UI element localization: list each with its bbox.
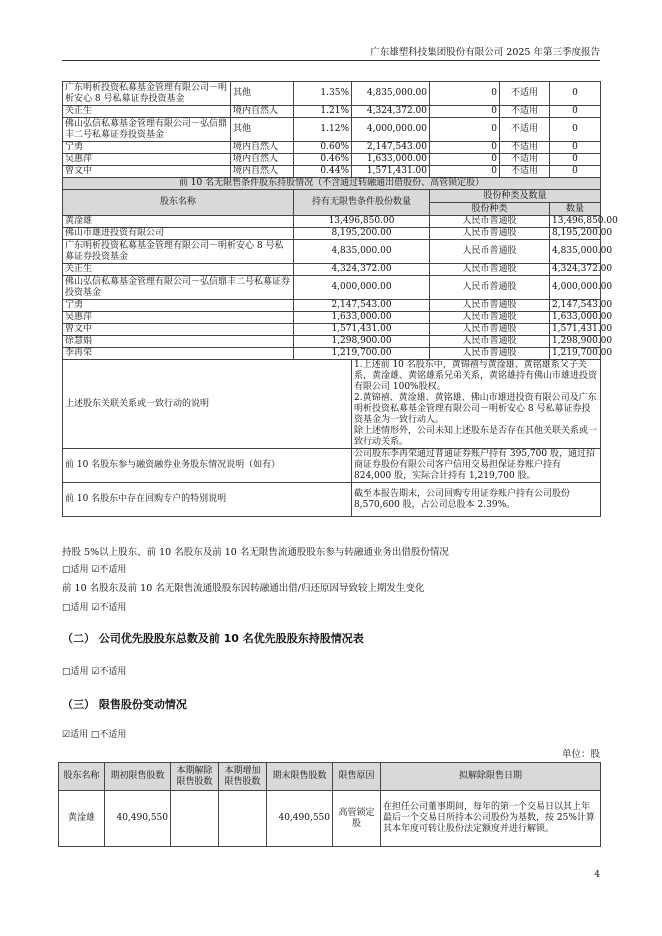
share-count: 1,571,431.00 <box>352 166 430 178</box>
unrestricted-share-count: 4,324,372.00 <box>294 264 430 276</box>
restricted-col-header: 期末限售股数 <box>267 763 333 791</box>
unrestricted-share-count: 2,147,543.00 <box>294 300 430 312</box>
shareholder-row <box>63 142 601 154</box>
share-type: 人民币普通股 <box>430 228 550 240</box>
share-count: 2,147,543.00 <box>352 142 430 154</box>
share-type-quantity: 1,633,000.00 <box>550 312 601 324</box>
note-text: 公司股东李再荣通过普通证券账户持有 395,700 股，通过招商证券股份有限公司客户信用交易担保证券账户持有 824,000 股，实际合计持有 1,219,700 股。 <box>352 449 601 483</box>
unrestricted-share-count: 4,835,000.00 <box>294 240 430 264</box>
unrestricted-shareholder-name: 关正生 <box>63 264 294 276</box>
pledge-quantity: 0 <box>550 142 601 154</box>
restricted-col-header: 拟解除限售日期 <box>381 763 601 791</box>
unrestricted-shareholder-name: 佛山弘信私募基金管理有限公司－弘信鼎丰二号私募证券投资基金 <box>63 276 294 300</box>
unrestricted-shareholder-name: 曾文中 <box>63 324 294 336</box>
pledge-quantity: 0 <box>550 118 601 142</box>
col-header-shares: 持有无限售条件股份数量 <box>294 190 430 216</box>
shareholder-nature: 境内自然人 <box>231 154 294 166</box>
shareholding-percent: 1.21% <box>294 106 352 118</box>
note-row <box>63 449 601 483</box>
unrestricted-row <box>63 264 601 276</box>
unrestricted-shareholder-name: 李再荣 <box>63 348 294 360</box>
restricted-header-row <box>59 763 601 791</box>
unrestricted-row <box>63 312 601 324</box>
share-type: 人民币普通股 <box>430 264 550 276</box>
paragraph-change: 前 10 名股东及前 10 名无限售流通股股东因转融通出借/归还原因导致较上期发生变化 <box>62 583 425 594</box>
released-restricted <box>171 791 219 847</box>
note-label: 前 10 名股东中存在回购专户的特别说明 <box>63 483 352 517</box>
restricted-col-header: 限售原因 <box>333 763 381 791</box>
share-count: 1,633,000.00 <box>352 154 430 166</box>
col-header-qty: 数量 <box>550 203 601 216</box>
notes-body <box>63 360 601 517</box>
unrestricted-row <box>63 300 601 312</box>
shareholder-nature: 境内自然人 <box>231 166 294 178</box>
restricted-col-header: 本期解除限售股数 <box>171 763 219 791</box>
pledge-status: 不适用 <box>500 154 550 166</box>
restricted-count: 0 <box>430 166 500 178</box>
note-label: 上述股东关联关系或一致行动的说明 <box>63 360 352 449</box>
shareholder-nature: 其他 <box>231 82 294 106</box>
pledge-quantity: 0 <box>550 166 601 178</box>
shareholder-name: 关正生 <box>63 106 231 118</box>
unit-label: 单位：股 <box>561 749 600 760</box>
shareholder-name: 佛山弘信私募基金管理有限公司－弘信鼎丰二号私募证券投资基金 <box>63 118 231 142</box>
closing-restricted: 40,490,550 <box>267 791 333 847</box>
checkbox-restricted: ☑适用 □不适用 <box>62 730 127 740</box>
pledge-quantity: 0 <box>550 82 601 106</box>
unrestricted-shareholder-name: 宁勇 <box>63 300 294 312</box>
unrestricted-shareholder-name: 佛山市雄进投资有限公司 <box>63 228 294 240</box>
section-preferred-title: （二） 公司优先股股东总数及前 10 名优先股股东持股情况表 <box>62 632 364 645</box>
unrestricted-row <box>63 324 601 336</box>
restriction-reason: 高管锁定股 <box>333 791 381 847</box>
pledge-status: 不适用 <box>500 118 550 142</box>
unrestricted-row <box>63 336 601 348</box>
note-label: 前 10 名股东参与融资融券业务股东情况说明（如有） <box>63 449 352 483</box>
restricted-col-header: 期初限售股数 <box>105 763 171 791</box>
shareholder-row <box>63 118 601 142</box>
share-type: 人民币普通股 <box>430 276 550 300</box>
shareholder-name: 吴惠萍 <box>63 154 231 166</box>
shareholding-percent: 1.12% <box>294 118 352 142</box>
restricted-shareholder-name: 黄淦雄 <box>59 791 105 847</box>
checkbox-lending: □适用 ☑不适用 <box>62 565 127 575</box>
restricted-count: 0 <box>430 142 500 154</box>
share-type-quantity: 8,195,200.00 <box>550 228 601 240</box>
share-type-quantity: 1,298,900.00 <box>550 336 601 348</box>
note-row <box>63 360 601 449</box>
shareholder-nature: 其他 <box>231 118 294 142</box>
share-count: 4,835,000.00 <box>352 82 430 106</box>
share-count: 4,324,372.00 <box>352 106 430 118</box>
col-header-type: 股份种类 <box>430 203 550 216</box>
shareholder-name: 宁勇 <box>63 142 231 154</box>
restricted-count: 0 <box>430 154 500 166</box>
unrestricted-row <box>63 228 601 240</box>
shareholder-row <box>63 106 601 118</box>
shareholder-name: 广东明析投资私募基金管理有限公司－明析安心 8 号私募证券投资基金 <box>63 82 231 106</box>
restricted-shares-table <box>58 762 601 847</box>
share-type-quantity: 4,000,000.00 <box>550 276 601 300</box>
unrestricted-shareholder-name: 徐慧娟 <box>63 336 294 348</box>
restricted-count: 0 <box>430 118 500 142</box>
share-type: 人民币普通股 <box>430 348 550 360</box>
shareholding-percent: 0.46% <box>294 154 352 166</box>
note-text: 截至本报告期末，公司回购专用证券账户持有公司股份 8,570,600 股，占公司总股本 2.39%。 <box>352 483 601 517</box>
col-header-type-group: 股份种类及数量 <box>430 190 601 203</box>
shareholder-name: 曾文中 <box>63 166 231 178</box>
checkbox-change: □适用 ☑不适用 <box>62 603 127 613</box>
share-type: 人民币普通股 <box>430 240 550 264</box>
pledge-quantity: 0 <box>550 154 601 166</box>
share-type: 人民币普通股 <box>430 336 550 348</box>
note-text: 1.上述前 10 名股东中，黄锦禧与黄淦雄、黄铭雄系父子关系，黄淦雄、黄铭雄系兄弟关系，黄铭雄持有佛山市雄进投资有限公司 100%股权。 2.黄锦禧、黄淦雄、黄铭雄、佛山市雄进投资有限公司及广东明析投资私募基金管理有限公司－明析安心 8 号私募证券投资基金为一致行动人。 除上述情形外，公司未知上述股东是否存在其他关联关系或一致行动关系。 <box>352 360 601 449</box>
share-type-quantity: 4,324,372.00 <box>550 264 601 276</box>
paragraph-lending: 持股 5%以上股东、前 10 名股东及前 10 名无限售流通股股东参与转融通业务出借股份情况 <box>62 547 449 558</box>
release-date: 在担任公司董事期间，每年的第一个交易日以其上年最后一个交易日所持本公司股份为基数，按 25%计算其本年度可转让股份法定额度并进行解锁。 <box>381 791 601 847</box>
section-restricted-title: （三） 限售股份变动情况 <box>62 698 187 711</box>
unrestricted-shareholder-name: 广东明析投资私募基金管理有限公司－明析安心 8 号私募证券投资基金 <box>63 240 294 264</box>
opening-restricted: 40,490,550 <box>105 791 171 847</box>
unrestricted-body <box>63 178 618 360</box>
unrestricted-row <box>63 216 601 228</box>
shareholder-row <box>63 166 601 178</box>
restricted-row <box>59 791 601 847</box>
unrestricted-row <box>63 240 601 264</box>
pledge-status: 不适用 <box>500 82 550 106</box>
unrestricted-share-count: 1,219,700.00 <box>294 348 430 360</box>
note-row <box>63 483 601 517</box>
unrestricted-row <box>63 276 601 300</box>
restricted-count: 0 <box>430 106 500 118</box>
shareholder-nature: 境内自然人 <box>231 106 294 118</box>
share-type-quantity: 1,571,431.00 <box>550 324 601 336</box>
share-type-quantity: 13,496,850.00 <box>550 216 601 228</box>
unrestricted-row <box>63 348 601 360</box>
restricted-col-header: 股东名称 <box>59 763 105 791</box>
shareholder-row <box>63 82 601 106</box>
restricted-col-header: 本期增加限售股数 <box>219 763 267 791</box>
share-type-quantity: 1,219,700.00 <box>550 348 601 360</box>
shareholder-row <box>63 154 601 166</box>
col-header-name: 股东名称 <box>63 190 294 216</box>
added-restricted <box>219 791 267 847</box>
pledge-status: 不适用 <box>500 166 550 178</box>
share-type: 人民币普通股 <box>430 300 550 312</box>
shareholding-percent: 1.35% <box>294 82 352 106</box>
unrestricted-shareholder-name: 黄淦雄 <box>63 216 294 228</box>
share-type: 人民币普通股 <box>430 324 550 336</box>
unrestricted-share-count: 1,571,431.00 <box>294 324 430 336</box>
unrestricted-share-count: 8,195,200.00 <box>294 228 430 240</box>
top-rows-body <box>63 82 601 178</box>
shareholder-table <box>62 81 618 517</box>
unrestricted-share-count: 1,633,000.00 <box>294 312 430 324</box>
header-rule <box>62 60 600 61</box>
share-count: 4,000,000.00 <box>352 118 430 142</box>
checkbox-preferred: □适用 ☑不适用 <box>62 667 127 677</box>
share-type: 人民币普通股 <box>430 312 550 324</box>
pledge-status: 不适用 <box>500 106 550 118</box>
unrestricted-share-count: 13,496,850.00 <box>294 216 430 228</box>
shareholding-percent: 0.60% <box>294 142 352 154</box>
page-header: 广东雄塑科技集团股份有限公司 2025 年第三季度报告 <box>370 47 600 58</box>
share-type: 人民币普通股 <box>430 216 550 228</box>
pledge-quantity: 0 <box>550 106 601 118</box>
shareholder-nature: 境内自然人 <box>231 142 294 154</box>
unrestricted-shareholder-name: 吴惠萍 <box>63 312 294 324</box>
share-type-quantity: 4,835,000.00 <box>550 240 601 264</box>
page-number: 4 <box>594 870 600 880</box>
unrestricted-title: 前 10 名无限售条件股东持股情况（不含通过转融通出借股份、高管锁定股） <box>63 178 601 190</box>
unrestricted-share-count: 4,000,000.00 <box>294 276 430 300</box>
restricted-count: 0 <box>430 82 500 106</box>
share-type-quantity: 2,147,543.00 <box>550 300 601 312</box>
unrestricted-share-count: 1,298,900.00 <box>294 336 430 348</box>
shareholding-percent: 0.44% <box>294 166 352 178</box>
pledge-status: 不适用 <box>500 142 550 154</box>
